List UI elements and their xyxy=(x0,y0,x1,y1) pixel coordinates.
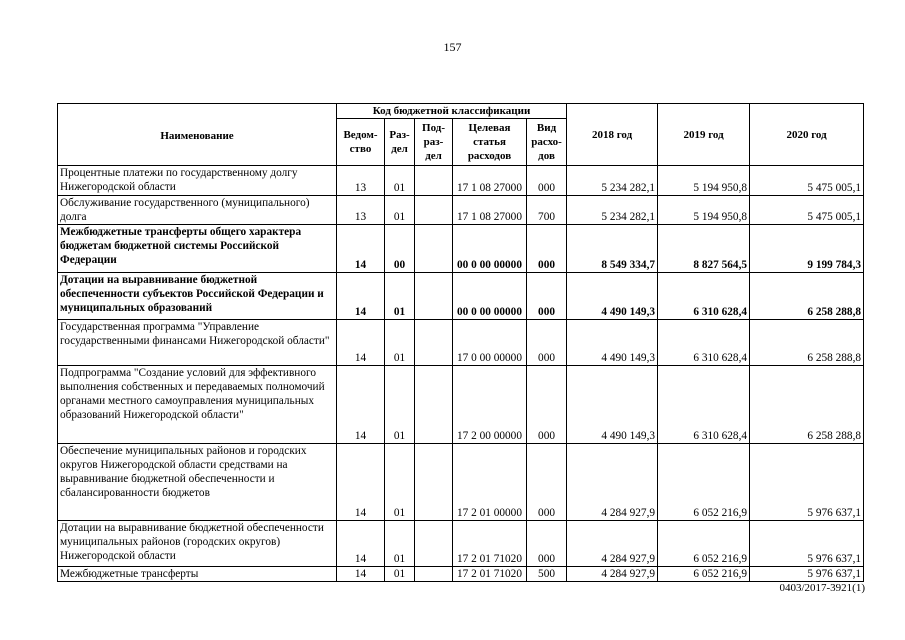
row-target: 00 0 00 00000 xyxy=(453,273,527,320)
row-razdel: 01 xyxy=(385,521,415,567)
row-razdel: 01 xyxy=(385,366,415,444)
table-row xyxy=(58,567,864,582)
header-podrazdel: Под-раз-дел xyxy=(415,119,453,166)
row-vid: 700 xyxy=(527,196,567,225)
row-vid: 000 xyxy=(527,166,567,196)
row-target: 17 1 08 27000 xyxy=(453,196,527,225)
header-2018: 2018 год xyxy=(567,104,658,166)
row-2019: 5 194 950,8 xyxy=(658,166,750,196)
table-row xyxy=(58,273,864,320)
row-target: 17 2 01 71020 xyxy=(453,521,527,567)
row-target: 17 1 08 27000 xyxy=(453,166,527,196)
header-2020: 2020 год xyxy=(750,104,864,166)
row-2020: 9 199 784,3 xyxy=(750,225,864,273)
row-2020: 5 976 637,1 xyxy=(750,521,864,567)
row-2018: 4 490 149,3 xyxy=(567,366,658,444)
table-row xyxy=(58,444,864,521)
header-vedomstvo: Ведом-ство xyxy=(337,119,385,166)
row-vid: 000 xyxy=(527,521,567,567)
row-vedomstvo: 14 xyxy=(337,225,385,273)
row-podrazdel xyxy=(415,196,453,225)
row-vedomstvo: 14 xyxy=(337,273,385,320)
row-name: Межбюджетные трансферты xyxy=(58,567,337,582)
row-razdel: 01 xyxy=(385,273,415,320)
row-2018: 4 490 149,3 xyxy=(567,320,658,366)
page-number: 157 xyxy=(443,40,462,54)
row-name: Дотации на выравнивание бюджетной обеспеченности муниципальных районов (городских округов) Нижегородской области xyxy=(58,521,337,567)
table-row xyxy=(58,196,864,225)
document-code: 0403/2017-3921(1) xyxy=(779,582,865,594)
row-2020: 5 976 637,1 xyxy=(750,444,864,521)
row-name: Обслуживание государственного (муниципального) долга xyxy=(58,196,337,225)
row-target: 17 2 01 71020 xyxy=(453,567,527,582)
row-vedomstvo: 14 xyxy=(337,521,385,567)
table-body xyxy=(58,166,864,582)
row-vedomstvo: 14 xyxy=(337,444,385,521)
budget-table xyxy=(57,103,864,582)
row-target: 17 2 00 00000 xyxy=(453,366,527,444)
row-name: Дотации на выравнивание бюджетной обеспеченности субъектов Российской Федерации и муниципальных образований xyxy=(58,273,337,320)
row-2020: 6 258 288,8 xyxy=(750,366,864,444)
row-2019: 6 310 628,4 xyxy=(658,320,750,366)
row-name: Подпрограмма "Создание условий для эффективного выполнения собственных и передаваемых полномочий органами местного самоуправления муниципальных образований Нижегородской области" xyxy=(58,366,337,444)
row-vedomstvo: 14 xyxy=(337,320,385,366)
row-name: Процентные платежи по государственному долгу Нижегородской области xyxy=(58,166,337,196)
row-vedomstvo: 13 xyxy=(337,196,385,225)
header-2019: 2019 год xyxy=(658,104,750,166)
row-razdel: 01 xyxy=(385,196,415,225)
row-razdel: 01 xyxy=(385,567,415,582)
row-vedomstvo: 14 xyxy=(337,567,385,582)
row-2020: 6 258 288,8 xyxy=(750,320,864,366)
row-2018: 4 490 149,3 xyxy=(567,273,658,320)
row-vid: 000 xyxy=(527,444,567,521)
row-podrazdel xyxy=(415,225,453,273)
row-target: 17 0 00 00000 xyxy=(453,320,527,366)
row-vid: 000 xyxy=(527,366,567,444)
row-2018: 4 284 927,9 xyxy=(567,567,658,582)
row-vid: 000 xyxy=(527,225,567,273)
row-2019: 6 310 628,4 xyxy=(658,366,750,444)
row-2018: 8 549 334,7 xyxy=(567,225,658,273)
row-2018: 5 234 282,1 xyxy=(567,166,658,196)
row-2019: 5 194 950,8 xyxy=(658,196,750,225)
row-2018: 4 284 927,9 xyxy=(567,444,658,521)
row-podrazdel xyxy=(415,320,453,366)
row-name: Межбюджетные трансферты общего характера бюджетам бюджетной системы Российской Федерации xyxy=(58,225,337,273)
table-row xyxy=(58,166,864,196)
row-2019: 8 827 564,5 xyxy=(658,225,750,273)
row-razdel: 01 xyxy=(385,444,415,521)
header-name: Наименование xyxy=(58,104,337,166)
row-vid: 000 xyxy=(527,320,567,366)
row-podrazdel xyxy=(415,166,453,196)
row-name: Государственная программа "Управление государственными финансами Нижегородской области" xyxy=(58,320,337,366)
table-row xyxy=(58,225,864,273)
row-vid: 000 xyxy=(527,273,567,320)
row-2019: 6 052 216,9 xyxy=(658,521,750,567)
row-name: Обеспечение муниципальных районов и городских округов Нижегородской области средствами на выравнивание бюджетной обеспеченности и сбалансированности бюджетов xyxy=(58,444,337,521)
row-podrazdel xyxy=(415,521,453,567)
row-target: 17 2 01 00000 xyxy=(453,444,527,521)
table-row xyxy=(58,320,864,366)
row-vedomstvo: 13 xyxy=(337,166,385,196)
table-row xyxy=(58,366,864,444)
row-podrazdel xyxy=(415,366,453,444)
row-2020: 6 258 288,8 xyxy=(750,273,864,320)
row-razdel: 01 xyxy=(385,320,415,366)
row-razdel: 00 xyxy=(385,225,415,273)
row-target: 00 0 00 00000 xyxy=(453,225,527,273)
row-2020: 5 475 005,1 xyxy=(750,196,864,225)
row-vedomstvo: 14 xyxy=(337,366,385,444)
row-2018: 4 284 927,9 xyxy=(567,521,658,567)
header-code-group: Код бюджетной классификации xyxy=(337,104,567,119)
row-2019: 6 052 216,9 xyxy=(658,567,750,582)
row-vid: 500 xyxy=(527,567,567,582)
header-vid: Вид расхо-дов xyxy=(527,119,567,166)
header-target: Целевая статья расходов xyxy=(453,119,527,166)
row-podrazdel xyxy=(415,273,453,320)
table-row xyxy=(58,521,864,567)
row-podrazdel xyxy=(415,444,453,521)
header-razdel: Раз-дел xyxy=(385,119,415,166)
row-2020: 5 976 637,1 xyxy=(750,567,864,582)
row-2019: 6 310 628,4 xyxy=(658,273,750,320)
row-2019: 6 052 216,9 xyxy=(658,444,750,521)
row-2020: 5 475 005,1 xyxy=(750,166,864,196)
row-podrazdel xyxy=(415,567,453,582)
row-2018: 5 234 282,1 xyxy=(567,196,658,225)
row-razdel: 01 xyxy=(385,166,415,196)
